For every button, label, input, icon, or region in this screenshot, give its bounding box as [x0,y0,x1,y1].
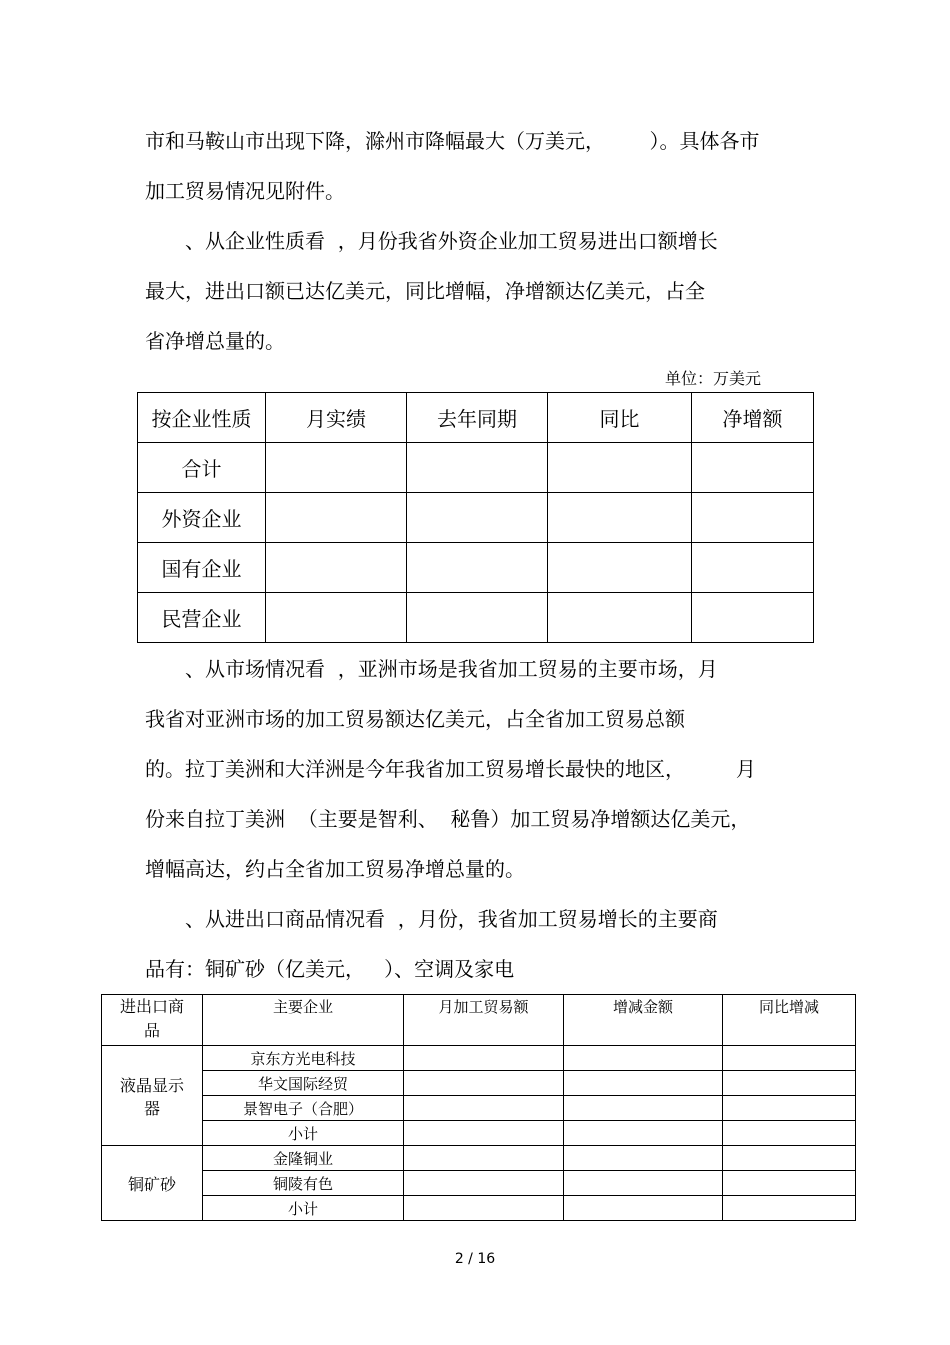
table-cell [404,1121,564,1146]
table-header-cell: 月加工贸易额 [404,995,564,1046]
table-cell [407,443,548,493]
table-cell [723,1096,856,1121]
table-row [102,1096,856,1121]
table-cell [407,593,548,643]
paragraph-line-2: 加工贸易情况见附件。 [145,179,345,203]
paragraph2-line-7: 品有：铜矿砂（亿美元， ）、空调及家电 [145,957,515,981]
paragraph2-line-1: 、从市场情况看 ，亚洲市场是我省加工贸易的主要市场，月 [145,657,718,681]
unit-label: 单位：万美元 [665,369,762,388]
paragraph2-line-5: 增幅高达，约占全省加工贸易净增总量的。 [145,857,525,881]
table-cell [404,1146,564,1171]
table-header-cell: 按企业性质 [138,393,266,443]
table-cell [564,1196,723,1221]
group-label: 液晶显示 器 [102,1046,203,1146]
table-header-cell: 同比 [548,393,692,443]
table-cell [548,443,692,493]
company-cell: 景智电子（合肥） [203,1096,404,1121]
table-cell [723,1071,856,1096]
company-cell: 京东方光电科技 [203,1046,404,1071]
table-cell [723,1196,856,1221]
table-cell [548,593,692,643]
table-cell [266,543,407,593]
table-row [138,543,814,593]
paragraph-line-1: 市和马鞍山市出现下降，滁州市降幅最大（万美元， ）。具体各市 [145,129,760,153]
table-cell [404,1071,564,1096]
table-row [102,1046,856,1071]
table-cell [723,1171,856,1196]
table-row [102,1071,856,1096]
row-label: 合计 [138,443,266,493]
paragraph2-line-6: 、从进出口商品情况看 ，月份，我省加工贸易增长的主要商 [145,907,718,931]
table-cell [723,1146,856,1171]
row-label: 外资企业 [138,493,266,543]
table-cell [548,493,692,543]
table-cell [723,1046,856,1071]
table-cell [266,493,407,543]
table-header-row [102,995,856,1046]
company-cell: 小计 [203,1196,404,1221]
table-row [102,1171,856,1196]
table-header-cell: 净增额 [692,393,814,443]
table-cell [692,443,814,493]
paragraph-line-5: 省净增总量的。 [145,329,285,353]
table-row [138,443,814,493]
row-label: 国有企业 [138,543,266,593]
company-cell: 铜陵有色 [203,1171,404,1196]
table-header-cell: 同比增减 [723,995,856,1046]
table-cell [723,1121,856,1146]
table-row [102,1196,856,1221]
row-label: 民营企业 [138,593,266,643]
table-cell [548,543,692,593]
commodity-table [101,994,856,1221]
table-cell [404,1096,564,1121]
table-row [138,593,814,643]
table-cell [407,493,548,543]
table-header-cell: 进出口商 品 [102,995,203,1046]
enterprise-nature-table [137,392,814,643]
table-cell [564,1171,723,1196]
table-cell [692,543,814,593]
table-cell [564,1121,723,1146]
table-cell [404,1171,564,1196]
table-header-cell: 增减金额 [564,995,723,1046]
company-cell: 金隆铜业 [203,1146,404,1171]
table-cell [404,1046,564,1071]
company-cell: 华文国际经贸 [203,1071,404,1096]
table-cell [564,1071,723,1096]
table-cell [564,1146,723,1171]
table-cell [404,1196,564,1221]
table-row [102,1146,856,1171]
table-row [102,1121,856,1146]
table-cell [407,543,548,593]
table-cell [564,1096,723,1121]
paragraph2-line-2: 我省对亚洲市场的加工贸易额达亿美元，占全省加工贸易总额 [145,707,685,731]
group-label: 铜矿砂 [102,1146,203,1221]
paragraph2-line-3: 的。拉丁美洲和大洋洲是今年我省加工贸易增长最快的地区， 月 [145,757,756,781]
paragraph-line-3: 、从企业性质看 ，月份我省外资企业加工贸易进出口额增长 [145,229,718,253]
paragraph2-line-4: 份来自拉丁美洲 （主要是智利、 秘鲁）加工贸易净增额达亿美元， [145,807,751,831]
table-header-row [138,393,814,443]
table-header-cell: 去年同期 [407,393,548,443]
table-cell [266,443,407,493]
company-cell: 小计 [203,1121,404,1146]
table-cell [266,593,407,643]
table-header-cell: 主要企业 [203,995,404,1046]
page-number: 2 / 16 [454,1251,496,1267]
table-cell [692,593,814,643]
paragraph-line-4: 最大，进出口额已达亿美元，同比增幅，净增额达亿美元，占全 [145,279,705,303]
table-cell [692,493,814,543]
table-cell [564,1046,723,1071]
table-row [138,493,814,543]
table-header-cell: 月实绩 [266,393,407,443]
